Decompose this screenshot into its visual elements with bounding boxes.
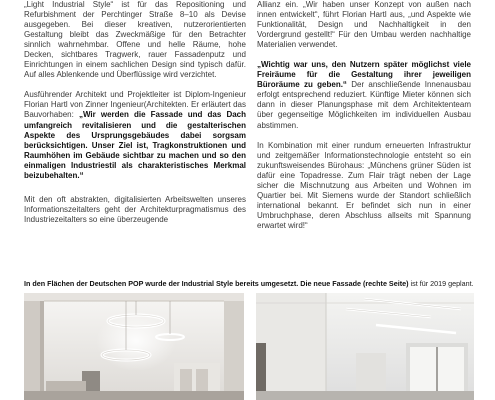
office-interior-photo-left — [24, 293, 244, 400]
office-interior-illustration-left — [24, 293, 244, 400]
right-paragraph-1: Allianz ein. „Wir haben unser Konzept von außen nach innen entwickelt“, führt Florian Hartl aus, „und Aspekte wie Funktionalität, Design und Nachhaltigkeit in den Vordergrund gestellt!“ Für den Umbau werden nachhaltige Materialien verwendet. — [257, 0, 471, 50]
office-interior-illustration-right — [256, 293, 474, 400]
right-paragraph-3: In Kombination mit einer rundum erneuerten Infrastruktur und zeitgemäßer Informationstechnologie entsteht so ein zukunftsweisendes Bürohaus: „Münchens grüner Süden ist dafür eine Topadresse. Zum Flair trägt neben der Lage sicher die Mischnutzung aus Arbeiten und Wohnen im Quartier bei. Mit Siemens wurde der Standort schließlich international bekannt. Er befindet sich nun in einer Umbruchphase, deren Abschluss allseits mit Spannung erwartet wird!“ — [257, 140, 471, 230]
left-paragraph-2-intro: Ausführender Architekt und Projektleiter ist Diplom-Ingenieur Florian Hartl von Zinner Ingenieur(Architekten. Er erläutert das Bauvorhaben: — [24, 90, 246, 120]
right-paragraph-2-quote: „Wichtig war uns, den Nutzern später möglichst viele Freiräume für die Gestaltung ihrer jeweiligen Büroräume zu geben.“ — [257, 60, 471, 90]
right-paragraph-2-rest: Der anschließende Innenausbau erfolgt entsprechend reduziert. Künftige Mieter können sich dann in dieser Planungsphase mit dem Architektenteam über gegenseitige Möglichkeiten im individuellen Ausbau abstimmen. — [257, 80, 472, 130]
right-text-column — [257, 0, 471, 231]
left-paragraph-3: Mit den oft abstrakten, digitalisierten Arbeitswelten unseres Informationszeitalters geht der Architekturpragmatismus des Industriezeitalters so eine überzeugende — [24, 194, 246, 224]
left-paragraph-2-quote: „Wir werden die Fassade und das Dach umfangreich revitalisieren und die gestalterischen Aspekte des Ursprungsgebäudes dabei sorgsam berücksichtigen. Unser Ziel ist, Tragkonstruktionen und Raumhöhen im Gebäude sichtbar zu machen und so den einmaligen Industriestil als charakteristisches Merkmal beizubehalten.“ — [24, 110, 247, 180]
right-paragraph-2 — [257, 60, 471, 130]
left-paragraph-1: „Light Industrial Style“ ist für das Repositioning und Refurbishment der Perchtinger Straße 8–10 als Devise ausgegeben. Bei dieser kreativen, nutzerorientierten Gestaltung bleibt das Zweckmäßige für den Betrachter sinnlich wahrnehmbar. Offene und helle Räume, hohe Decken, sichtbares Tragwerk, rauer Fassadenputz und Einrichtungen in einem sachlichen Design sind typisch dafür. Auf alles Ablenkende und Überflüssige wird verzichtet. — [24, 0, 246, 80]
photo-caption-bold: In den Flächen der Deutschen POP wurde der Industrial Style bereits umgesetzt. Die neue Fassade (rechte Seite) — [24, 279, 409, 288]
left-paragraph-2 — [24, 90, 246, 180]
photo-caption-rest: ist für 2019 geplant. — [408, 279, 474, 288]
left-text-column — [24, 0, 246, 225]
photo-caption — [24, 279, 474, 288]
office-interior-photo-right — [256, 293, 474, 400]
